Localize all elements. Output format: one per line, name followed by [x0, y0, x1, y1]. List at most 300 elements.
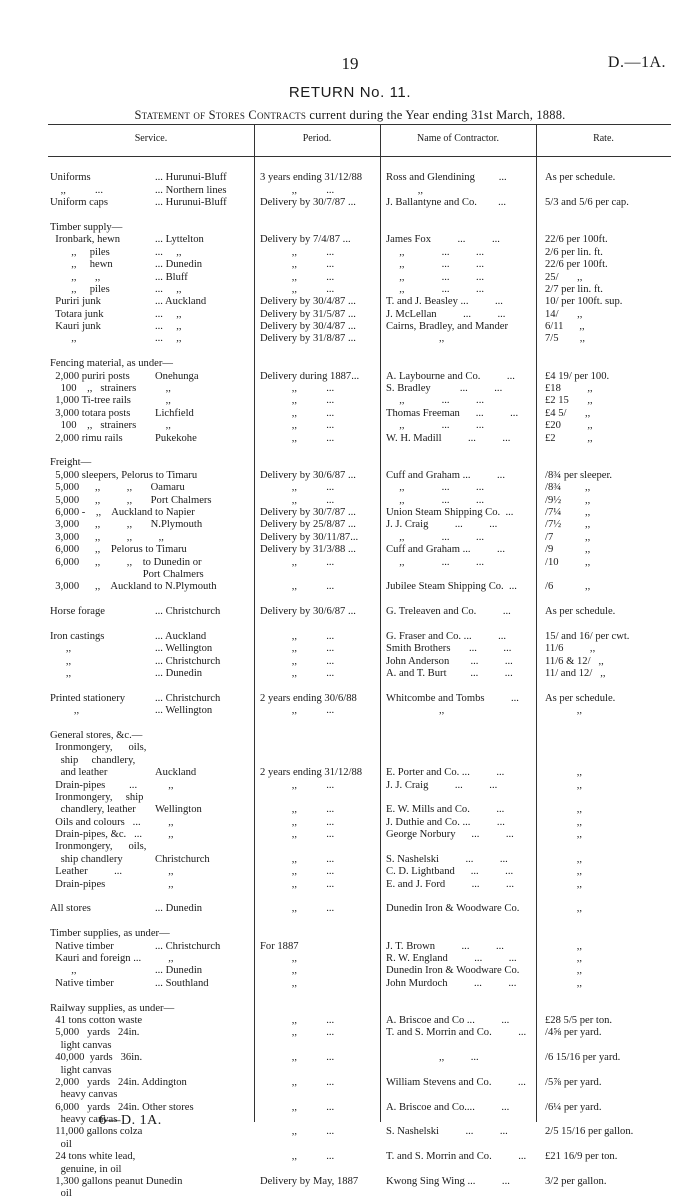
service-cell: light canvas — [50, 1039, 112, 1051]
rate-cell: ,, — [545, 705, 583, 717]
service-location-cell: ... Auckland — [155, 630, 207, 642]
period-cell: ,, ... — [260, 383, 335, 395]
service-cell: ,, — [50, 655, 72, 667]
rate-cell: £2 15 ,, — [545, 395, 593, 407]
header-contractor: Name of Contractor. — [417, 133, 499, 144]
period-cell: ,, ... — [260, 630, 335, 642]
service-cell: Fencing material, as under— — [50, 358, 173, 370]
service-cell: 5,000 ,, ,, Oamaru — [50, 482, 185, 494]
service-cell: Drain-pipes ... — [50, 779, 138, 791]
rate-cell: £20 ,, — [545, 420, 593, 432]
period-cell: ,, ... — [260, 184, 335, 196]
rate-cell: 2/6 per lin. ft. — [545, 246, 603, 258]
contractor-cell: George Norbury ... ... — [386, 829, 514, 841]
table-row — [0, 891, 700, 903]
table-row — [0, 792, 700, 804]
table-row — [0, 718, 700, 730]
contractor-cell: ,, ... ... — [386, 531, 484, 543]
service-cell: Ironmongery, ship — [50, 791, 144, 803]
rate-cell: /10 ,, — [545, 556, 591, 568]
service-cell: Railway supplies, as under— — [50, 1002, 175, 1014]
rate-cell: /7½ ,, — [545, 519, 591, 531]
service-cell: General stores, &c.— — [50, 729, 143, 741]
period-cell: ,, — [260, 965, 298, 977]
table-row — [0, 817, 700, 829]
rate-cell: 25/ ,, — [545, 271, 583, 283]
period-cell: ,, ... — [260, 283, 335, 295]
rate-cell: 14/ ,, — [545, 308, 583, 320]
period-cell: ,, ... — [260, 1076, 335, 1088]
table-row — [0, 693, 700, 705]
subtitle-prefix: Statement of Stores Contracts — [134, 108, 307, 122]
service-location-cell: ... Southland — [155, 977, 209, 989]
rate-cell: ,, — [545, 853, 583, 865]
contractor-cell: E. and J. Ford ... ... — [386, 878, 515, 890]
table-row — [0, 185, 700, 197]
contractor-cell: ,, ... ... — [386, 283, 484, 295]
rate-cell: /6 ,, — [545, 581, 591, 593]
table-row — [0, 1052, 700, 1064]
service-location-cell: ... Lyttelton — [155, 234, 204, 246]
service-cell: 6,000 yards 24in. Other stores — [50, 1101, 194, 1113]
service-cell: 24 tons white lead, — [50, 1151, 136, 1163]
service-location-cell: ... Auckland — [155, 296, 207, 308]
service-location-cell: ... Dunedin — [155, 903, 203, 915]
contractor-cell: James Fox ... ... — [386, 234, 500, 246]
contractor-cell: ,, ... ... — [386, 482, 484, 494]
table-row — [0, 160, 700, 172]
rate-cell: £4 19/ per 100. — [545, 370, 610, 382]
table-row — [0, 953, 700, 965]
rate-cell: /6 15/16 per yard. — [545, 1052, 621, 1064]
table-row — [0, 457, 700, 469]
rate-cell: /8¾ ,, — [545, 482, 591, 494]
service-cell: Drain-pipes — [50, 878, 106, 890]
service-location-cell: ,, — [155, 779, 174, 791]
table-row — [0, 705, 700, 717]
contractor-cell: Dunedin Iron & Woodware Co. — [386, 965, 520, 977]
service-cell: Totara junk — [50, 308, 104, 320]
service-cell: Native timber — [50, 977, 114, 989]
period-cell: ,, ... — [260, 432, 335, 444]
rate-cell: 5/3 and 5/6 per cap. — [545, 197, 629, 209]
contractor-cell: Thomas Freeman ... ... — [386, 407, 519, 419]
contractor-cell: W. H. Madill ... ... — [386, 432, 511, 444]
service-location-cell: ,, — [155, 383, 171, 395]
service-cell: 41 tons cotton waste — [50, 1014, 143, 1026]
period-cell: Delivery by 7/4/87 ... — [260, 234, 351, 246]
contracts-table-body — [0, 160, 700, 1201]
service-location-cell: ... Dunedin — [155, 259, 203, 271]
rate-cell: ,, — [545, 829, 583, 841]
table-row — [0, 730, 700, 742]
service-cell: Kauri and foreign ... — [50, 953, 142, 964]
contractor-cell: J. Duthie and Co. ... ... — [386, 816, 505, 828]
period-cell: ,, ... — [260, 1151, 335, 1163]
service-cell: Freight— — [50, 457, 92, 469]
period-cell: For 1887 — [260, 940, 299, 952]
service-cell: Kauri junk — [50, 321, 101, 333]
service-location-cell: ... Dunedin — [155, 668, 203, 680]
period-cell: Delivery by 30/6/87 ... — [260, 606, 356, 618]
period-cell: ,, ... — [260, 395, 335, 407]
period-cell: ,, ... — [260, 816, 335, 828]
service-location-cell: ... Hurunui-Bluff — [155, 197, 227, 209]
service-cell: 2,000 puriri posts — [50, 370, 130, 382]
contractor-cell: ,, — [386, 184, 424, 196]
period-cell: ,, ... — [260, 829, 335, 841]
table-row — [0, 333, 700, 345]
service-cell: oil — [50, 1188, 72, 1200]
service-cell: Uniforms — [50, 172, 91, 184]
table-row — [0, 581, 700, 593]
contractor-cell: T. and J. Beasley ... ... — [386, 296, 503, 308]
rate-cell: ,, — [545, 977, 583, 989]
service-cell: ,, ... — [50, 184, 103, 196]
rate-cell: ,, — [545, 767, 583, 779]
period-cell: ,, ... — [260, 556, 335, 568]
rate-cell: 11/6 ,, — [545, 643, 596, 655]
table-row — [0, 916, 700, 928]
contractor-cell: ,, ... — [386, 1052, 479, 1064]
table-row — [0, 767, 700, 779]
rate-cell: 10/ per 100ft. sup. — [545, 296, 623, 308]
table-row — [0, 309, 700, 321]
page-reference: D.—1A. — [607, 54, 666, 71]
contractor-cell: Cuff and Graham ... ... — [386, 544, 505, 556]
service-cell: Ironmongery, oils, — [50, 841, 147, 853]
contractor-cell: ,, ... ... — [386, 494, 484, 506]
service-location-cell: Pukekohe — [155, 432, 197, 444]
period-cell: ,, ... — [260, 1052, 335, 1064]
period-cell: Delivery by 31/8/87 ... — [260, 333, 356, 345]
table-row — [0, 259, 700, 271]
service-location-cell: ... Christchurch — [155, 692, 221, 704]
service-location-cell: Wellington — [155, 804, 202, 816]
period-cell: ,, ... — [260, 1027, 335, 1039]
contractor-cell: T. and S. Morrin and Co. ... — [386, 1151, 527, 1163]
table-row — [0, 408, 700, 420]
table-row — [0, 371, 700, 383]
footer-signature: 6—D. 1A. — [99, 1113, 162, 1128]
contractor-cell: Cuff and Graham ... ... — [386, 469, 505, 481]
service-cell: 3,000 totara posts — [50, 407, 131, 419]
table-row — [0, 1065, 700, 1077]
period-cell: ,, ... — [260, 779, 335, 791]
subtitle-rest: current during the Year ending 31st March, 1888. — [306, 108, 566, 122]
service-cell: 6,000 ,, Pelorus to Timaru — [50, 544, 187, 556]
header-period: Period. — [302, 133, 332, 144]
service-location-cell: Onehunga — [155, 370, 199, 382]
contractor-cell: J. J. Craig ... ... — [386, 519, 498, 531]
service-cell: 11,000 gallons colza — [50, 1126, 143, 1138]
service-location-cell: ,, — [155, 866, 174, 878]
contractor-cell: J. Ballantyne and Co. ... — [386, 197, 507, 209]
table-row — [0, 532, 700, 544]
rate-cell: £4 5/ ,, — [545, 407, 591, 419]
contractor-cell: Kwong Sing Wing ... ... — [386, 1176, 510, 1188]
period-cell: Delivery by 31/3/88 ... — [260, 544, 356, 556]
contractor-cell: G. Fraser and Co. ... ... — [386, 630, 507, 642]
table-row — [0, 210, 700, 222]
service-cell: ,, — [50, 965, 77, 977]
table-row — [0, 755, 700, 767]
rate-cell: As per schedule. — [545, 172, 616, 184]
rate-cell: /5⅞ per yard. — [545, 1076, 602, 1088]
service-location-cell: Auckland — [155, 767, 197, 779]
service-cell: Leather ... — [50, 866, 123, 878]
table-row — [0, 222, 700, 234]
table-row — [0, 829, 700, 841]
service-cell: ,, — [50, 668, 72, 680]
service-location-cell: ... ,, — [155, 321, 182, 333]
table-row — [0, 1188, 700, 1200]
period-cell: ,, ... — [260, 903, 335, 915]
period-cell: ,, ... — [260, 407, 335, 419]
period-cell: ,, ... — [260, 804, 335, 816]
table-row — [0, 197, 700, 209]
period-cell: ,, ... — [260, 1126, 335, 1138]
rate-cell: /9 ,, — [545, 544, 591, 556]
table-row — [0, 346, 700, 358]
period-cell: 2 years ending 30/6/88 — [260, 692, 357, 704]
contractor-cell: C. D. Lightband ... ... — [386, 866, 514, 878]
service-location-cell: ... Wellington — [155, 643, 213, 655]
contractor-cell: Cairns, Bradley, and Mander — [386, 321, 508, 333]
service-cell: All stores — [50, 903, 91, 915]
service-cell: Port Chalmers — [50, 568, 204, 580]
service-cell: ship chandlery, — [50, 754, 136, 766]
service-location-cell: ... ,, — [155, 246, 182, 258]
table-row — [0, 594, 700, 606]
rate-cell: £2 ,, — [545, 432, 593, 444]
service-location-cell: ... ,, — [155, 283, 182, 295]
table-row — [0, 247, 700, 259]
period-cell: Delivery during 1887... — [260, 370, 360, 382]
table-row — [0, 780, 700, 792]
table-row — [0, 1176, 700, 1188]
service-cell: and leather — [50, 767, 108, 779]
contractor-cell: A. Laybourne and Co. ... — [386, 370, 515, 382]
table-row — [0, 978, 700, 990]
service-cell: ,, ,, — [50, 271, 101, 283]
table-row — [0, 965, 700, 977]
table-row — [0, 284, 700, 296]
table-row — [0, 1139, 700, 1151]
table-row — [0, 1015, 700, 1027]
contractor-cell: Smith Brothers ... ... — [386, 643, 512, 655]
contractor-cell: A. Briscoe and Co.... ... — [386, 1101, 510, 1113]
service-cell: 3,000 ,, Auckland to N.Plymouth — [50, 581, 217, 593]
period-cell: Delivery by 31/5/87 ... — [260, 308, 356, 320]
table-row — [0, 1003, 700, 1015]
period-cell: ,, ... — [260, 655, 335, 667]
service-cell: ,, — [50, 705, 80, 717]
table-row — [0, 680, 700, 692]
contractor-cell: A. Briscoe and Co ... ... — [386, 1014, 510, 1026]
table-row — [0, 172, 700, 184]
service-cell: ,, piles — [50, 283, 110, 295]
rate-cell: £18 ,, — [545, 383, 593, 395]
service-location-cell: ,, — [155, 953, 174, 964]
service-cell: Timber supply— — [50, 221, 123, 233]
service-cell: 6,000 ,, ,, to Dunedin or — [50, 556, 202, 568]
service-cell: Timber supplies, as under— — [50, 928, 170, 940]
table-row — [0, 1040, 700, 1052]
period-cell: Delivery by 30/7/87 ... — [260, 197, 356, 209]
service-cell: 5,000 ,, ,, Port Chalmers — [50, 494, 212, 506]
service-cell: 1,300 gallons peanut Dunedin — [50, 1176, 183, 1188]
period-cell: ,, ... — [260, 1014, 335, 1026]
period-cell: ,, ... — [260, 878, 335, 890]
service-cell: ,, — [50, 333, 77, 345]
contractor-cell: Union Steam Shipping Co. ... — [386, 506, 514, 518]
rate-cell: 2/5 15/16 per gallon. — [545, 1126, 634, 1138]
contractor-cell: S. Nashelski ... ... — [386, 1126, 508, 1138]
service-cell: heavy canvas — [50, 1114, 118, 1126]
service-location-cell: ... Bluff — [155, 271, 188, 283]
contractor-cell: ,, ... ... — [386, 271, 484, 283]
table-row — [0, 1164, 700, 1176]
service-location-cell: ... Wellington — [155, 705, 213, 717]
table-header — [48, 124, 671, 157]
statement-subtitle — [0, 108, 700, 123]
period-cell: ,, ... — [260, 246, 335, 258]
table-row — [0, 1027, 700, 1039]
service-cell: Drain-pipes, &c. ... — [50, 829, 143, 841]
service-cell: ship chandlery — [50, 853, 123, 865]
period-cell: Delivery by 30/11/87... — [260, 531, 359, 543]
period-cell: ,, ... — [260, 581, 335, 593]
service-cell: ,, piles — [50, 246, 110, 258]
rate-cell: /6¼ per yard. — [545, 1101, 602, 1113]
table-row — [0, 841, 700, 853]
contractor-cell: Ross and Glendining ... — [386, 172, 507, 184]
contractor-cell: E. Porter and Co. ... ... — [386, 767, 505, 779]
table-row — [0, 742, 700, 754]
contractor-cell: T. and S. Morrin and Co. ... — [386, 1027, 527, 1039]
service-location-cell: ... ,, — [155, 333, 182, 345]
service-location-cell: ... Northern lines — [155, 184, 227, 196]
table-row — [0, 383, 700, 395]
service-cell: genuine, in oil — [50, 1163, 122, 1175]
rate-cell: As per schedule. — [545, 606, 616, 618]
table-row — [0, 445, 700, 457]
contractor-cell: J. T. Brown ... ... — [386, 940, 504, 952]
period-cell: Delivery by May, 1887 — [260, 1176, 359, 1188]
service-cell: ,, hewn — [50, 259, 113, 271]
table-row — [0, 519, 700, 531]
service-cell: Ironbark, hewn — [50, 234, 121, 246]
contractor-cell: Jubilee Steam Shipping Co. ... — [386, 581, 517, 593]
service-cell: 3,000 ,, ,, N.Plymouth — [50, 519, 203, 531]
service-location-cell: ... ,, — [155, 308, 182, 320]
contractor-cell: J. J. Craig ... ... — [386, 779, 498, 791]
contractor-cell: G. Treleaven and Co. ... — [386, 606, 511, 618]
period-cell: ,, ... — [260, 259, 335, 271]
service-cell: 3,000 ,, ,, ,, — [50, 531, 164, 543]
header-rate: Rate. — [593, 133, 614, 144]
service-location-cell: ... Christchurch — [155, 655, 221, 667]
table-row — [0, 507, 700, 519]
table-row — [0, 668, 700, 680]
rate-cell: ,, — [545, 953, 583, 964]
rate-cell: ,, — [545, 866, 583, 878]
table-row — [0, 272, 700, 284]
period-cell: 2 years ending 31/12/88 — [260, 767, 363, 779]
period-cell: ,, ... — [260, 668, 335, 680]
period-cell: ,, ... — [260, 866, 335, 878]
contractor-cell: J. McLellan ... ... — [386, 308, 506, 320]
contractor-cell: ,, ... ... — [386, 259, 484, 271]
table-row — [0, 903, 700, 915]
period-cell: Delivery by 30/6/87 ... — [260, 469, 356, 481]
period-cell: ,, ... — [260, 271, 335, 283]
service-location-cell: Christchurch — [155, 853, 210, 865]
table-row — [0, 358, 700, 370]
rate-cell: /9½ ,, — [545, 494, 591, 506]
service-location-cell: ... Dunedin — [155, 965, 203, 977]
table-row — [0, 941, 700, 953]
table-row — [0, 854, 700, 866]
rate-cell: £28 5/5 per ton. — [545, 1014, 613, 1026]
rate-cell: ,, — [545, 816, 583, 828]
table-row — [0, 321, 700, 333]
service-cell: light canvas — [50, 1064, 112, 1076]
table-row — [0, 234, 700, 246]
service-cell: Native timber — [50, 940, 114, 952]
rate-cell: 22/6 per 100ft. — [545, 234, 608, 246]
service-cell: Puriri junk — [50, 296, 101, 308]
table-row — [0, 990, 700, 1002]
service-location-cell: ,, — [155, 829, 174, 841]
table-row — [0, 395, 700, 407]
contractor-cell: Whitcombe and Tombs ... — [386, 692, 519, 704]
rate-cell: 11/ and 12/ ,, — [545, 668, 606, 680]
table-row — [0, 606, 700, 618]
period-cell: ,, ... — [260, 494, 335, 506]
table-row — [0, 804, 700, 816]
contractor-cell: John Anderson ... ... — [386, 655, 513, 667]
service-cell: Uniform caps — [50, 197, 108, 209]
period-cell: ,, ... — [260, 705, 335, 717]
period-cell: ,, ... — [260, 482, 335, 494]
table-row — [0, 544, 700, 556]
service-cell: 2,000 yards 24in. Addington — [50, 1076, 187, 1088]
rate-cell: 6/11 ,, — [545, 321, 585, 333]
service-cell: 5,000 sleepers, Pelorus to Timaru — [50, 469, 198, 481]
period-cell: ,, — [260, 953, 298, 964]
service-cell: 100 ,, strainers — [50, 420, 137, 432]
period-cell: Delivery by 25/8/87 ... — [260, 519, 356, 531]
rate-cell: /7¼ ,, — [545, 506, 591, 518]
rate-cell: 11/6 & 12/ ,, — [545, 655, 604, 667]
table-row — [0, 1089, 700, 1101]
service-location-cell: Lichfield — [155, 407, 194, 419]
service-cell: 6,000 - ,, Auckland to Napier — [50, 506, 195, 518]
period-cell: Delivery by 30/4/87 ... — [260, 296, 356, 308]
rate-cell: 15/ and 16/ per cwt. — [545, 630, 630, 642]
period-cell: ,, ... — [260, 643, 335, 655]
period-cell: ,, ... — [260, 420, 335, 432]
service-location-cell: ,, — [155, 420, 171, 432]
header-service: Service. — [134, 133, 168, 144]
contractor-cell: ,, — [386, 705, 445, 717]
service-cell: 2,000 rimu rails — [50, 432, 123, 444]
service-cell: 40,000 yards 36in. — [50, 1052, 143, 1064]
period-cell: ,, — [260, 977, 298, 989]
service-cell: heavy canvas — [50, 1089, 118, 1101]
